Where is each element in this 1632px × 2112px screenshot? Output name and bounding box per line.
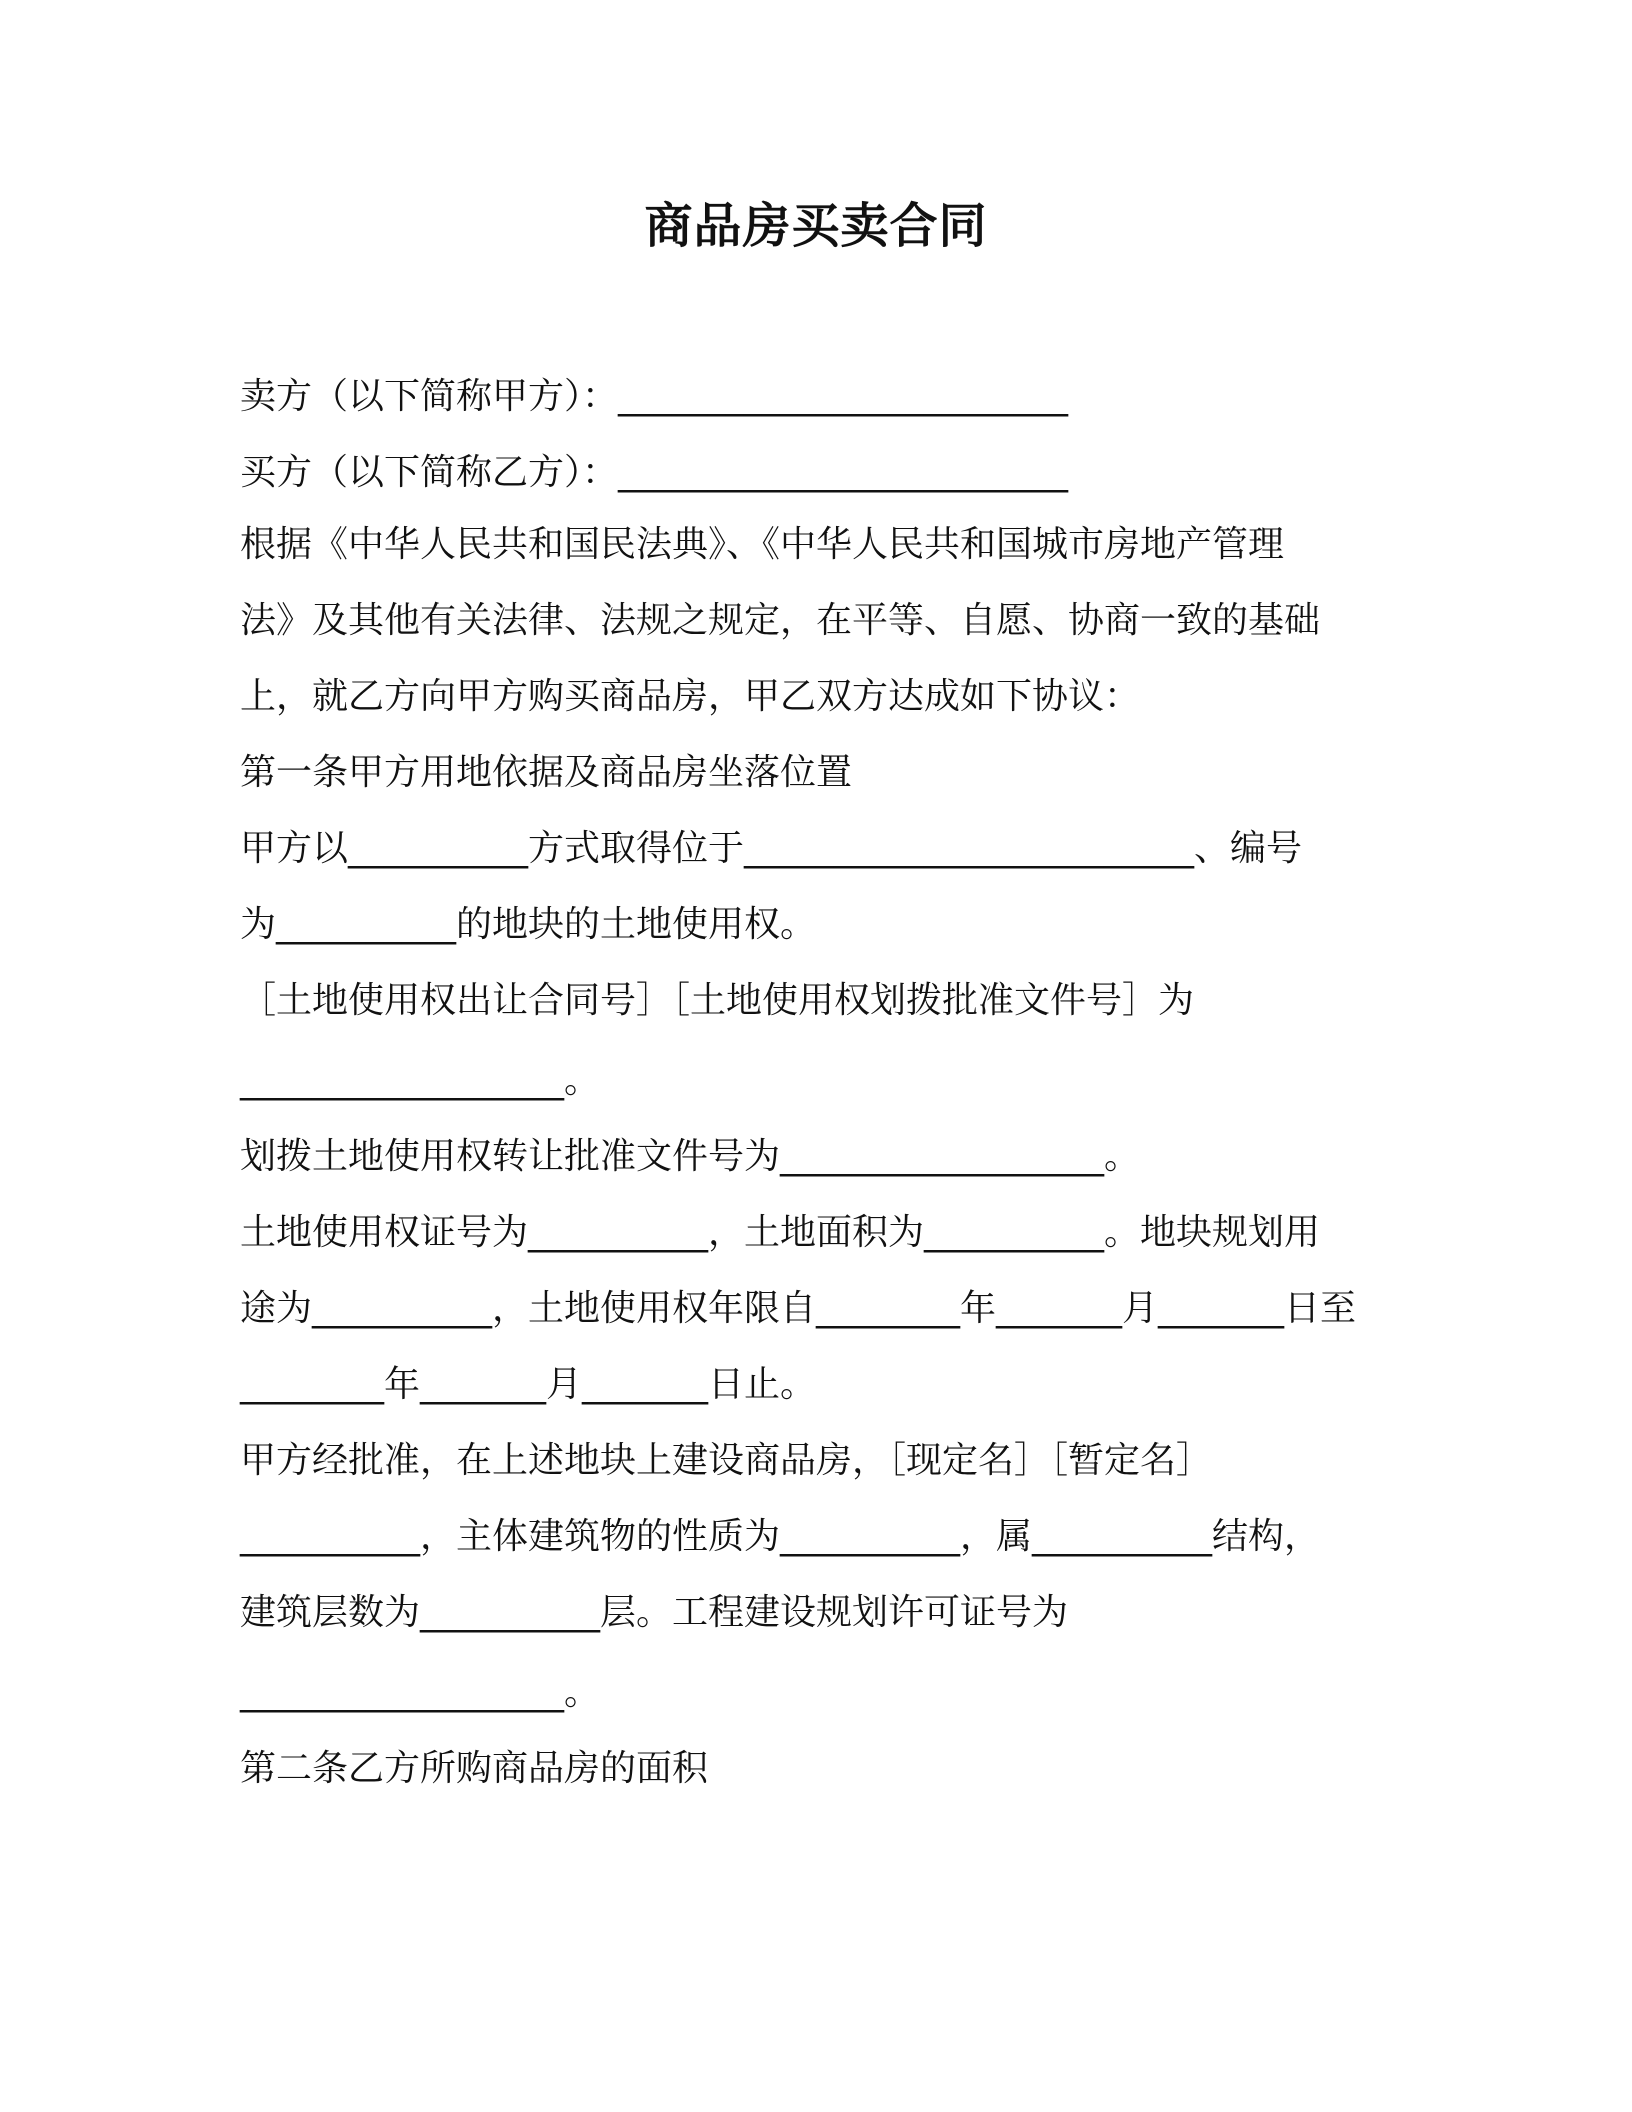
document-title: 商品房买卖合同 — [644, 198, 988, 254]
article-1-line-3: ［土地使用权出让合同号］［土地使用权划拨批准文件号］为 — [240, 980, 1195, 1021]
article-1-line-11: 建筑层数为__________层。工程建设规划许可证号为 — [240, 1592, 1069, 1633]
seller-line: 卖方（以下简称甲方）：_________________________ — [240, 376, 1069, 417]
article-1-heading: 第一条甲方用地依据及商品房坐落位置 — [240, 752, 853, 793]
article-1-line-9: 甲方经批准，在上述地块上建设商品房，［现定名］［暂定名］ — [240, 1440, 1213, 1481]
article-1-line-10: __________，主体建筑物的性质为__________，属__________结构， — [240, 1516, 1321, 1557]
preamble-line-2: 法》及其他有关法律、法规之规定，在平等、自愿、协商一致的基础 — [240, 600, 1321, 641]
article-1-line-7: 途为__________，土地使用权年限自________年_______月_______日至 — [240, 1288, 1357, 1329]
article-1-line-12: __________________。 — [240, 1672, 600, 1713]
article-1-line-2: 为__________的地块的土地使用权。 — [240, 904, 817, 945]
article-1-line-1: 甲方以__________方式取得位于_________________________、编号 — [240, 828, 1303, 869]
article-2-heading: 第二条乙方所购商品房的面积 — [240, 1748, 709, 1789]
article-1-line-8: ________年_______月_______日止。 — [240, 1364, 817, 1405]
article-1-line-5: 划拨土地使用权转让批准文件号为__________________。 — [240, 1136, 1141, 1177]
preamble-line-3: 上，就乙方向甲方购买商品房，甲乙双方达成如下协议： — [240, 676, 1141, 717]
article-1-line-4: __________________。 — [240, 1060, 600, 1101]
article-1-line-6: 土地使用权证号为__________，土地面积为__________。地块规划用 — [240, 1212, 1321, 1253]
buyer-line: 买方（以下简称乙方）：_________________________ — [240, 452, 1069, 493]
preamble-line-1: 根据《中华人民共和国民法典》、《中华人民共和国城市房地产管理 — [240, 524, 1285, 565]
